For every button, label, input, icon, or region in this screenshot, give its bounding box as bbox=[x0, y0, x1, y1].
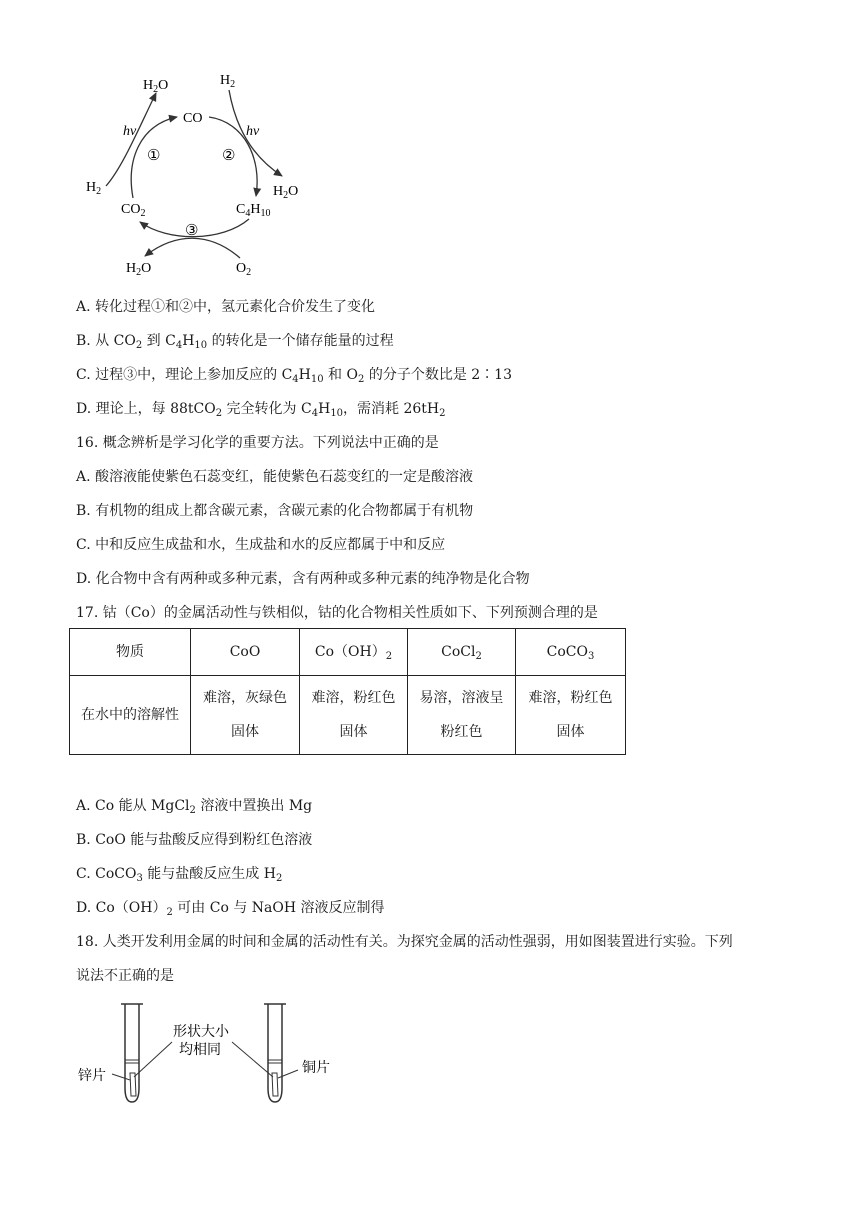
q15-option-a: A. 转化过程①和②中，氢元素化合价发生了变化 bbox=[76, 299, 376, 315]
q16-option-b: B. 有机物的组成上都含碳元素，含碳元素的化合物都属于有机物 bbox=[76, 503, 474, 519]
test-tube-figure bbox=[0, 990, 860, 1110]
label-shape-line1: 形状大小 bbox=[173, 1024, 229, 1040]
label-shape-line2: 均相同 bbox=[179, 1042, 221, 1058]
label-zinc: 锌片 bbox=[78, 1068, 106, 1084]
o2-label: $O_2$ bbox=[236, 261, 252, 278]
q15-option-d: D. 理论上，每 88tCO$_2$ 完全转化为 $C_4H_{10}$，需消耗 $26tH_2$ bbox=[76, 401, 446, 419]
zinc-test-tube bbox=[121, 1004, 143, 1102]
copper-test-tube bbox=[264, 1004, 286, 1102]
hv-left-label: hv bbox=[123, 124, 137, 139]
h2o-right-label: $H_2O$ bbox=[273, 184, 299, 201]
hv-right-label: hv bbox=[246, 124, 260, 139]
h2o-top-label: $H_2O$ bbox=[143, 78, 169, 95]
co-label: CO bbox=[183, 111, 203, 126]
q16-option-a: A. 酸溶液能使紫色石蕊变红，能使紫色石蕊变红的一定是酸溶液 bbox=[76, 469, 474, 485]
q17-option-d: D. $Co(OH)_2$ 可由 Co 与 NaOH 溶液反应制得 bbox=[76, 900, 385, 918]
table-row-label: 在水中的溶解性 bbox=[70, 676, 191, 755]
leader-line-zinc bbox=[112, 1074, 130, 1080]
q16-stem: 16. 概念辨析是学习化学的重要方法。下列说法中正确的是 bbox=[76, 435, 439, 451]
q17-stem: 17. 钴（Co）的金属活动性与铁相似，钴的化合物相关性质如下、下列预测合理的是 bbox=[76, 605, 598, 621]
table-header-row bbox=[70, 629, 626, 676]
q18-stem-line1: 18. 人类开发利用金属的时间和金属的活动性有关。为探究金属的活动性强弱，用如图装置进行实验。下列 bbox=[76, 934, 733, 950]
co2-label: $CO_2$ bbox=[121, 202, 146, 219]
table-header-substance: 物质 bbox=[70, 629, 191, 676]
h2o-bottom-label: $H_2O$ bbox=[126, 261, 152, 278]
table-header-coco3: CoCO$_3$ bbox=[516, 629, 626, 676]
q18-stem-line2: 说法不正确的是 bbox=[76, 968, 174, 984]
q15-option-c: C. 过程③中，理论上参加反应的 $C_4H_{10}$ 和 $O_2$ 的分子个数比是 2∶13 bbox=[76, 367, 512, 385]
cobalt-properties-table bbox=[69, 628, 626, 755]
label-copper: 铜片 bbox=[302, 1060, 330, 1076]
q17-option-c: C. CoCO$_3$ 能与盐酸反应生成 $H_2$ bbox=[76, 866, 283, 884]
table-cell-cocl2: 易溶，溶液呈 粉红色 bbox=[408, 676, 516, 755]
arrow-o2-to-h2o bbox=[145, 238, 240, 258]
q17-option-a: A. Co 能从 MgCl$_2$ 溶液中置换出 Mg bbox=[76, 798, 313, 816]
q17-option-b: B. CoO 能与盐酸反应得到粉红色溶液 bbox=[76, 832, 313, 848]
q15-option-b: B. 从 $CO_2$ 到 $C_4H_{10}$ 的转化是一个储存能量的过程 bbox=[76, 333, 394, 351]
table-row bbox=[70, 676, 626, 755]
h2-left-label: $H_2$ bbox=[86, 180, 102, 197]
step-1-label: ① bbox=[147, 148, 161, 164]
table-header-coo: CoO bbox=[191, 629, 300, 676]
q16-option-c: C. 中和反应生成盐和水，生成盐和水的反应都属于中和反应 bbox=[76, 537, 446, 553]
q16-option-d: D. 化合物中含有两种或多种元素，含有两种或多种元素的纯净物是化合物 bbox=[76, 571, 530, 587]
step-3-label: ③ bbox=[185, 223, 199, 239]
table-cell-coo: 难溶，灰绿色 固体 bbox=[191, 676, 300, 755]
c4h10-label: $C_4H_{10}$ bbox=[236, 202, 271, 219]
table-cell-coco3: 难溶，粉红色 固体 bbox=[516, 676, 626, 755]
cycle-diagram bbox=[0, 0, 860, 290]
h2-top-label: $H_2$ bbox=[220, 73, 236, 90]
step-2-label: ② bbox=[222, 148, 236, 164]
table-header-cocl2: CoCl$_2$ bbox=[408, 629, 516, 676]
leader-line-shape-right bbox=[232, 1042, 273, 1077]
table-header-cooh2: $Co(OH)_2$ bbox=[300, 629, 408, 676]
leader-line-copper bbox=[278, 1070, 298, 1078]
table-cell-cooh2: 难溶，粉红色 固体 bbox=[300, 676, 408, 755]
